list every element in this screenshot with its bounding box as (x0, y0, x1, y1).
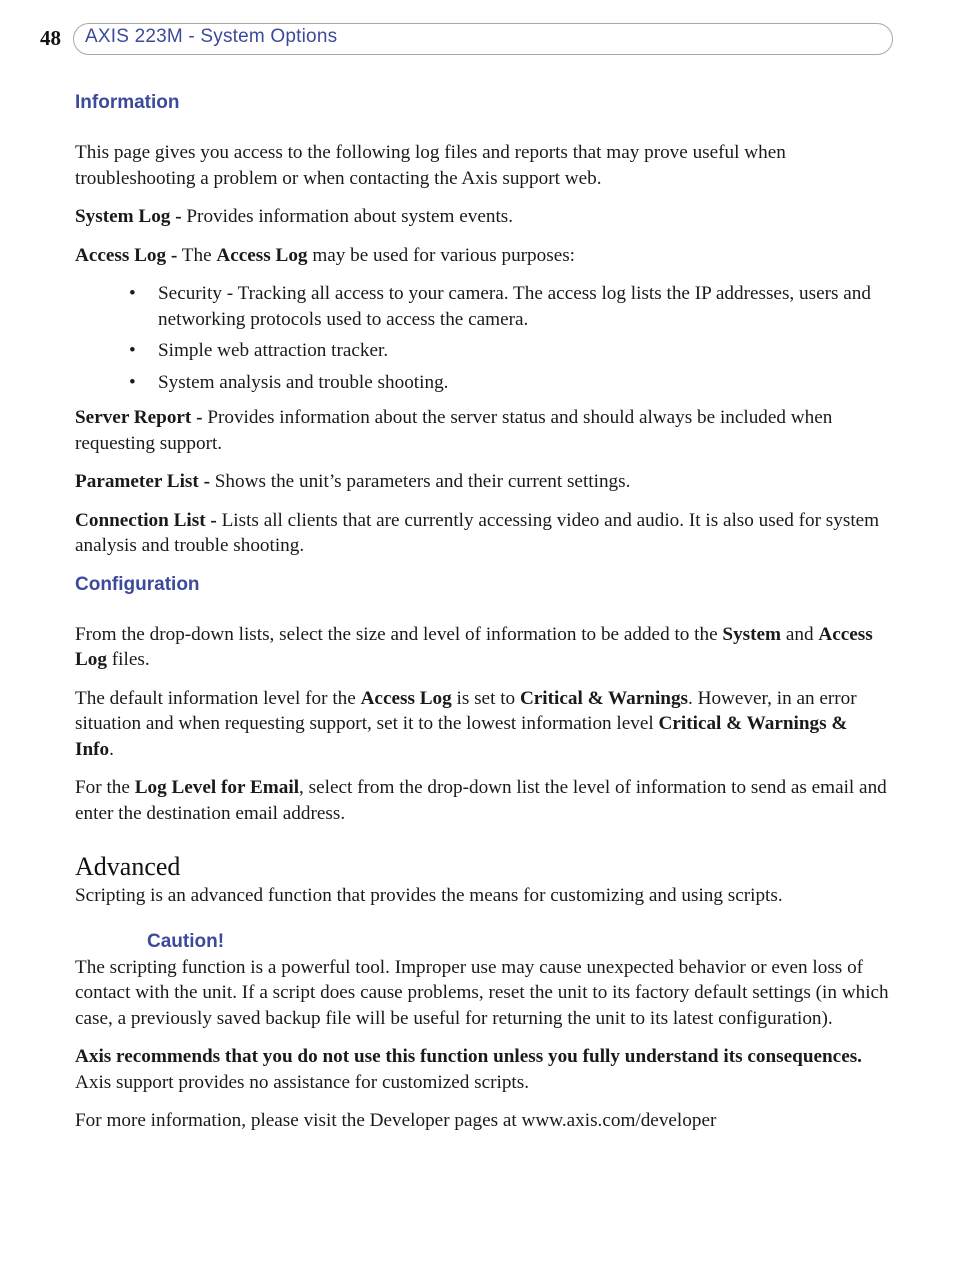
config-p2-b: Access Log (360, 687, 452, 709)
config-p3-c: , select from the drop-down list the level of information to send as email and enter the destination email address. (75, 777, 887, 824)
list-item: • Security - Tracking all access to your camera. The access log lists the IP addresses, users and networking protocols used to access the camera. (75, 281, 890, 332)
parameter-list-paragraph (75, 469, 890, 495)
config-p1-d: Access Log (75, 623, 873, 670)
configuration-heading: Configuration (75, 573, 200, 595)
config-p2-a: The default information level for the (75, 687, 361, 709)
configuration-paragraph-2 (75, 686, 890, 763)
caution-text: The scripting function is a powerful tool. Improper use may cause unexpected behavior or even loss of contact with the unit. If a script does cause problems, reset the unit to its factory default settings (in which case, a previously saved backup file will be useful for returning the unit to its latest configuration). (75, 956, 889, 1029)
config-p1-c: and (781, 623, 819, 645)
information-heading: Information (75, 92, 180, 113)
recommendation-text: Axis support provides no assistance for customized scripts. (75, 1071, 530, 1093)
more-info-paragraph: For more information, please visit the Developer pages at www.axis.com/developer (75, 1110, 717, 1131)
config-p1-e: files. (107, 649, 150, 670)
parameter-list-term: Parameter List - (75, 471, 210, 492)
header-title: AXIS 223M - System Options (85, 26, 338, 47)
information-intro: This page gives you access to the following log files and reports that may prove useful when troubleshooting a problem or when contacting the Axis support web. (75, 142, 786, 189)
advanced-intro: Scripting is an advanced function that provides the means for customizing and using scripts. (75, 885, 783, 906)
config-p3-b: Log Level for Email (134, 777, 300, 798)
configuration-paragraph-3 (75, 775, 890, 826)
list-item: • System analysis and trouble shooting. (75, 370, 890, 396)
server-report-text: Provides information about the server status and should always be included when requesting support. (75, 407, 833, 454)
access-log-term: Access Log - (75, 244, 178, 266)
configuration-paragraph-1 (75, 622, 890, 673)
server-report-term: Server Report - (75, 407, 203, 428)
page-number: 48 (40, 26, 61, 50)
system-log-paragraph (75, 204, 890, 230)
caution-label: Caution! (147, 930, 225, 952)
system-log-term: System Log - (75, 206, 182, 227)
connection-list-paragraph (75, 508, 890, 559)
connection-list-term: Connection List - (75, 509, 217, 531)
recommendation-bold: Axis recommends that you do not use this function unless you fully understand its consequences. (75, 1046, 862, 1067)
page-content (75, 90, 890, 1134)
list-item: • Simple web attraction tracker. (75, 338, 890, 364)
access-log-uses-list (75, 281, 890, 395)
config-p2-c: is set to (451, 687, 520, 709)
header-bar (73, 23, 893, 55)
advanced-heading: Advanced (75, 852, 181, 881)
config-p1-b: System (722, 623, 782, 645)
config-p2-g: . (109, 738, 114, 760)
recommendation-paragraph (75, 1044, 890, 1095)
access-log-text-a: The (177, 244, 217, 266)
config-p2-f: Critical & Warnings & Info (75, 713, 848, 760)
system-log-text: Provides information about system events. (181, 206, 514, 227)
config-p2-e: . However, in an error situation and when requesting support, set it to the lowest information level (75, 687, 857, 734)
access-log-paragraph (75, 243, 890, 269)
access-log-term-inline: Access Log (216, 244, 308, 266)
config-p1-a: From the drop-down lists, select the size and level of information to be added to the (75, 623, 723, 645)
access-log-text-b: may be used for various purposes: (307, 244, 576, 266)
config-p2-d: Critical & Warnings (519, 687, 689, 709)
config-p3-a: For the (75, 777, 135, 798)
parameter-list-text: Shows the unit’s parameters and their current settings. (209, 471, 631, 492)
server-report-paragraph (75, 405, 890, 456)
connection-list-text: Lists all clients that are currently accessing video and audio. It is also used for system analysis and trouble shooting. (75, 509, 880, 556)
